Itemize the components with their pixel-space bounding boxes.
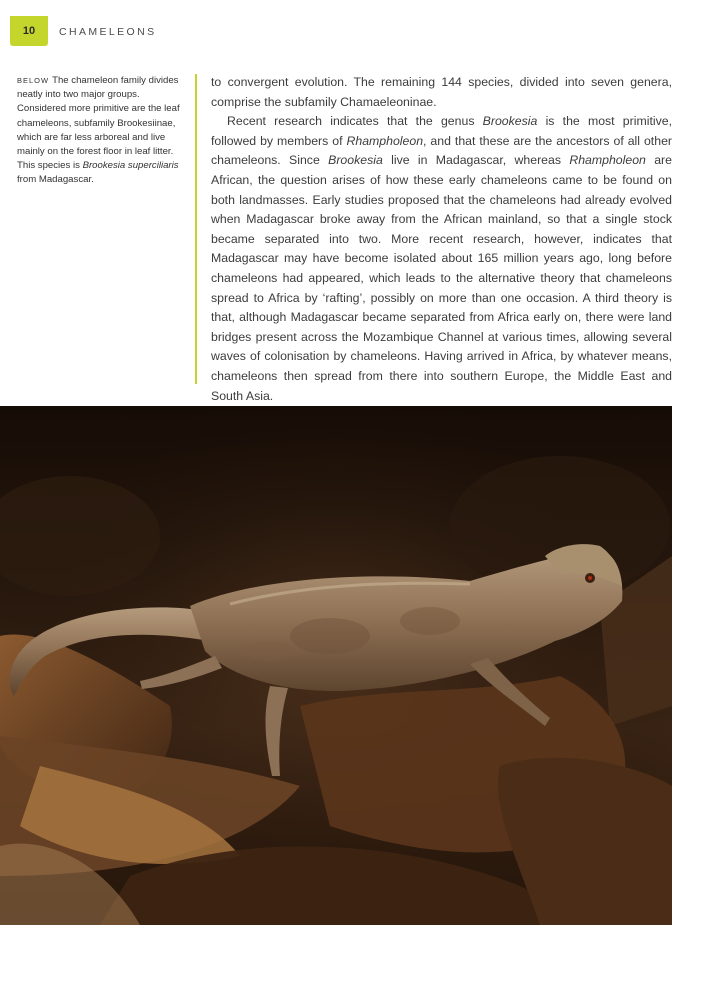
- p2-text-c: , and that these are the ancestors of all other chameleons. Since: [211, 133, 672, 168]
- genus-rhampholeon: Rhampholeon: [346, 133, 424, 148]
- p2-text-a: Recent research indicates that the genus: [227, 114, 483, 129]
- genus-brookesia: Brookesia: [482, 114, 538, 129]
- paragraph-1: to convergent evolution. The remaining 144 species, divided into seven genera, comprise the subfamily Chamaeleoninae.: [211, 75, 672, 109]
- genus-brookesia-2: Brookesia: [328, 153, 383, 168]
- photo-caption: [17, 74, 187, 188]
- p2-text-b: is the most primitive, followed by members of: [211, 114, 672, 148]
- chameleon-photo: [0, 406, 672, 925]
- caption-species: Brookesia superciliaris: [82, 160, 179, 172]
- p2-text-d: live in Madagascar, whereas: [382, 153, 570, 168]
- caption-text-1: The chameleon family divides neatly into two major groups. Considered more primitive are the leaf chameleons, subfamily Brookesiinae, which are far less arboreal and live mainly on the forest floor in leaf litter. This species is: [17, 75, 180, 172]
- folio-tab: [10, 16, 48, 46]
- page-number: 10: [22, 25, 36, 37]
- p2-text-e: are African, the question arises of how these early chameleons came to be found on both landmasses. Early studies proposed that the chameleons had already evolved when Madagascar broke away from the African mainland, so that a single stock became separated into two. More recent research, however, indicates that Madagascar may have become isolated about 165 million years ago, long before chameleons had appeared, which leads to the alternative theory that chameleons spread to Africa by ‘rafting’, possibly on more than one occasion. A third theory is that, although Madagascar became separated from Africa early on, there were land bridges present across the Mozambique Channel at various times, allowing several waves of colonisation by chameleons. Having arrived in Africa, by whatever means, chameleons then spread from there into southern Europe, the Middle East and South Asia.: [211, 153, 672, 403]
- chameleon-photo-svg: [0, 406, 672, 925]
- genus-rhampholeon-2: Rhampholeon: [569, 153, 646, 168]
- main-text: [211, 73, 672, 406]
- column-rule: [195, 74, 197, 384]
- caption-text-2: from Madagascar.: [17, 174, 94, 186]
- paragraph-2: [211, 112, 672, 406]
- running-head: CHAMELEONS: [59, 26, 157, 38]
- caption-lead: BELOW: [17, 76, 50, 85]
